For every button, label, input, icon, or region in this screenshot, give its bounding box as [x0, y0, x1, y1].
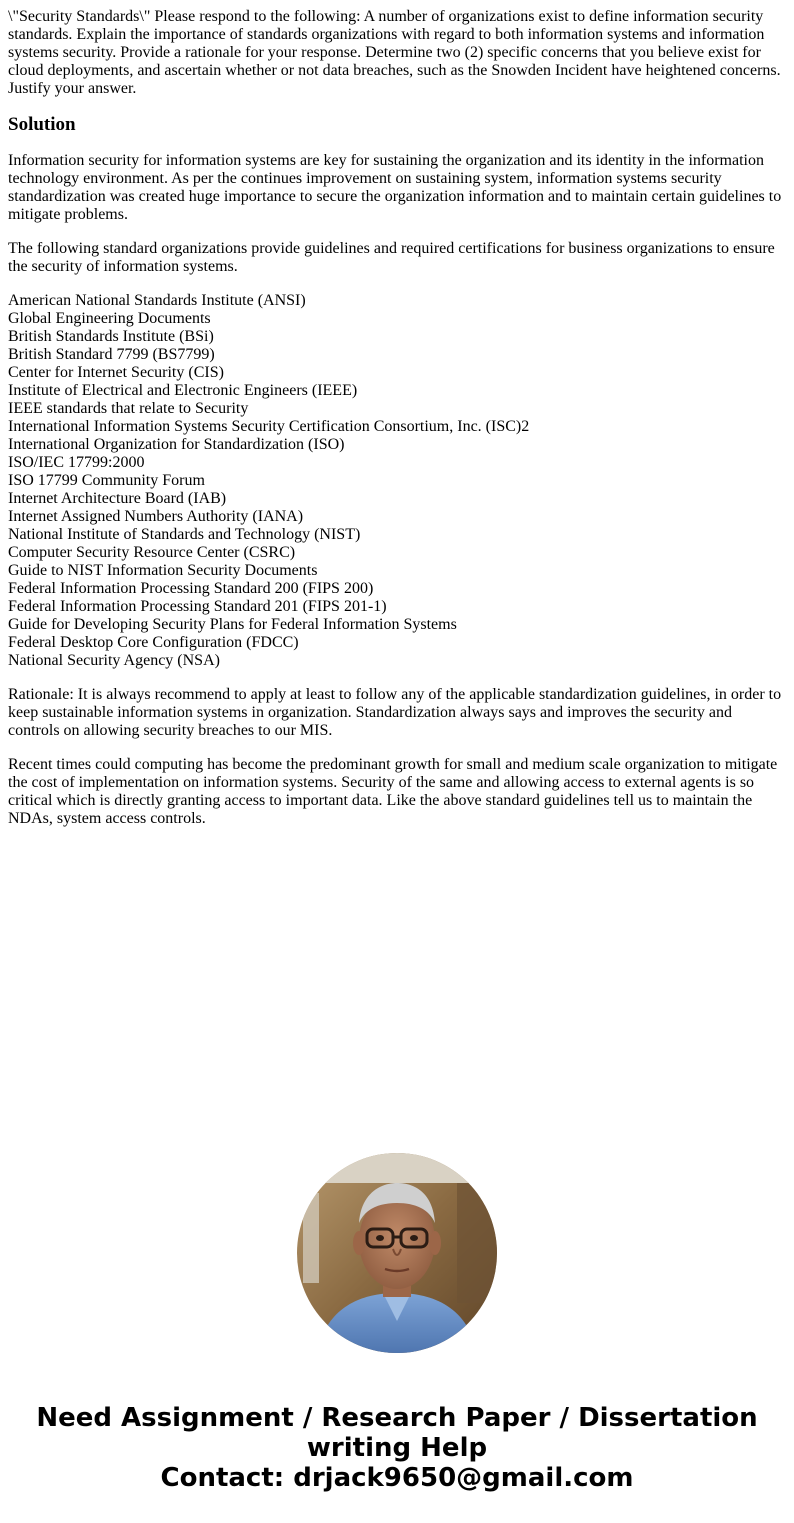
list-item: National Institute of Standards and Technology (NIST) — [8, 526, 361, 543]
contact-banner — [0, 1403, 794, 1493]
cloud-computing-paragraph: Recent times could computing has become the predominant growth for small and medium scale organization to mitigate the cost of implementation on information systems. Security of the same and allowing access to external agents is so critical which is directly granting access to important data. Like the above standard guidelines tell us to maintain the NDAs, system access controls. — [8, 756, 778, 827]
question-text: \"Security Standards\" Please respond to the following: A number of organizations exist to define information security standards. Explain the importance of standards organizations with regard to both information systems and information systems security. Provide a rationale for your response. Determine two (2) specific concerns that you believe exist for cloud deployments, and ascertain whether or not data breaches, such as the Snowden Incident have heightened concerns. Justify your answer. — [8, 8, 781, 97]
list-item: Internet Assigned Numbers Authority (IANA) — [8, 508, 304, 525]
list-item: Guide to NIST Information Security Documents — [8, 562, 318, 579]
list-item: Computer Security Resource Center (CSRC) — [8, 544, 296, 561]
list-item: International Organization for Standardization (ISO) — [8, 436, 345, 453]
list-item: Federal Information Processing Standard 201 (FIPS 201-1) — [8, 598, 387, 615]
list-item: Guide for Developing Security Plans for Federal Information Systems — [8, 616, 457, 633]
list-item: Federal Desktop Core Configuration (FDCC) — [8, 634, 299, 651]
list-item: British Standards Institute (BSi) — [8, 328, 214, 345]
rationale-paragraph: Rationale: It is always recommend to apply at least to follow any of the applicable standardization guidelines, in order to keep sustainable information systems in organization. Standardization always says and improves the security and controls on allowing security breaches to our MIS. — [8, 686, 782, 739]
solution-heading: Solution — [8, 114, 76, 135]
standards-intro-paragraph: The following standard organizations provide guidelines and required certifications for business organizations to ensure the security of information systems. — [8, 240, 775, 275]
list-item: Internet Architecture Board (IAB) — [8, 490, 227, 507]
document-body — [8, 8, 784, 844]
portrait-image — [297, 1153, 497, 1353]
intro-paragraph: Information security for information systems are key for sustaining the organization and its identity in the information technology environment. As per the continues improvement on sustaining system, information systems security standardization was created huge importance to secure the organization information and to maintain certain guidelines to mitigate problems. — [8, 152, 782, 223]
list-item: British Standard 7799 (BS7799) — [8, 346, 215, 363]
list-item: National Security Agency (NSA) — [8, 652, 220, 669]
list-item: Institute of Electrical and Electronic Engineers (IEEE) — [8, 382, 358, 399]
contact-email: Contact: drjack9650@gmail.com — [160, 1463, 634, 1493]
list-item: International Information Systems Security Certification Consortium, Inc. (ISC)2 — [8, 418, 530, 435]
list-item: ISO 17799 Community Forum — [8, 472, 205, 489]
banner-line-2: writing Help — [306, 1433, 488, 1463]
standards-organizations-list — [8, 292, 784, 670]
list-item: IEEE standards that relate to Security — [8, 400, 249, 417]
author-portrait — [297, 1153, 497, 1353]
list-item: Federal Information Processing Standard 200 (FIPS 200) — [8, 580, 374, 597]
banner-line-1: Need Assignment / Research Paper / Dissertation — [36, 1403, 758, 1433]
list-item: Global Engineering Documents — [8, 310, 211, 327]
list-item: American National Standards Institute (ANSI) — [8, 292, 306, 309]
list-item: ISO/IEC 17799:2000 — [8, 454, 145, 471]
list-item: Center for Internet Security (CIS) — [8, 364, 224, 381]
